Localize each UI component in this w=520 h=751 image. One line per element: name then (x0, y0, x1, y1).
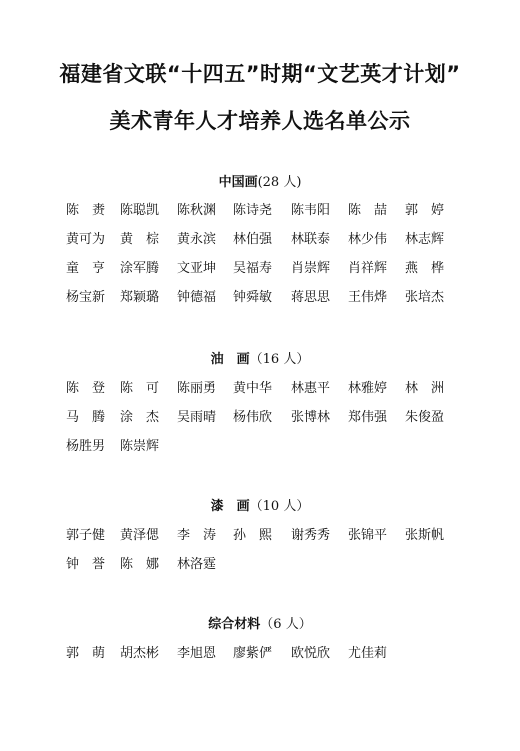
person-name: 燕 桦 (405, 261, 445, 276)
name-list-lacquer-painting (66, 527, 466, 585)
person-name: 王伟烨 (348, 290, 388, 305)
person-name: 张锦平 (348, 528, 388, 543)
person-name: 陈聪凯 (120, 203, 160, 218)
person-name: 张斯帆 (405, 528, 445, 543)
name-list-chinese-painting (66, 202, 466, 318)
section-name: 漆 画 (210, 499, 250, 514)
person-name: 杨伟欣 (233, 410, 273, 425)
section-heading-mixed-media (0, 613, 520, 632)
name-list-mixed-media (66, 645, 466, 674)
name-list-oil-painting (66, 380, 466, 467)
section-heading-chinese-painting (0, 171, 520, 190)
name-row (66, 527, 466, 556)
person-name: 杨宝新 (66, 290, 106, 305)
person-name: 黄泽偲 (120, 528, 160, 543)
person-name: 杨胜男 (66, 439, 106, 454)
person-name: 陈 赉 (66, 203, 106, 218)
name-row (66, 202, 466, 231)
person-name: 郑颖璐 (120, 290, 160, 305)
person-name: 郭子健 (66, 528, 106, 543)
person-name: 林伯强 (233, 232, 273, 247)
person-name: 陈韦阳 (291, 203, 331, 218)
person-name: 陈崇辉 (120, 439, 160, 454)
person-name: 蒋思思 (291, 290, 331, 305)
person-name: 陈秋渊 (177, 203, 217, 218)
person-name: 尤佳莉 (348, 646, 388, 661)
person-name: 林联泰 (291, 232, 331, 247)
person-name: 林志辉 (405, 232, 445, 247)
section-heading-oil-painting (0, 348, 520, 367)
document-title-line-2: 美术青年人才培养人选名单公示 (109, 109, 411, 133)
person-name: 郑伟强 (348, 410, 388, 425)
person-name: 朱俊盈 (405, 410, 445, 425)
person-name: 黄永滨 (177, 232, 217, 247)
person-name: 林 洲 (405, 381, 445, 396)
person-name: 林惠平 (291, 381, 331, 396)
name-row (66, 289, 466, 318)
person-name: 李 涛 (177, 528, 217, 543)
name-row (66, 645, 466, 674)
name-row (66, 231, 466, 260)
section-heading-lacquer-painting (0, 495, 520, 514)
section-count: （16 人） (249, 352, 310, 367)
person-name: 谢秀秀 (291, 528, 331, 543)
person-name: 林雅婷 (348, 381, 388, 396)
person-name: 李旭恩 (177, 646, 217, 661)
name-row (66, 380, 466, 409)
person-name: 黄中华 (233, 381, 273, 396)
person-name: 文亚坤 (177, 261, 217, 276)
person-name: 涂军腾 (120, 261, 160, 276)
person-name: 陈 登 (66, 381, 106, 396)
person-name: 廖紫俨 (233, 646, 273, 661)
section-count: (28 人) (257, 175, 302, 190)
name-row (66, 556, 466, 585)
person-name: 陈诗尧 (233, 203, 273, 218)
name-row (66, 260, 466, 289)
section-name: 中国画 (218, 175, 258, 190)
person-name: 黄 棕 (120, 232, 160, 247)
person-name: 涂 杰 (120, 410, 160, 425)
section-count: （6 人） (260, 617, 312, 632)
person-name: 童 亨 (66, 261, 106, 276)
person-name: 林洛霆 (177, 557, 217, 572)
person-name: 吴福寿 (233, 261, 273, 276)
person-name: 欧悦欣 (291, 646, 331, 661)
document-title-line-1: 福建省文联“十四五”时期“文艺英才计划” (59, 62, 461, 86)
name-row (66, 438, 466, 467)
section-count: （10 人） (249, 499, 310, 514)
person-name: 吴雨晴 (177, 410, 217, 425)
person-name: 钟舜敏 (233, 290, 273, 305)
person-name: 陈 可 (120, 381, 160, 396)
person-name: 钟 誉 (66, 557, 106, 572)
person-name: 胡杰彬 (120, 646, 160, 661)
person-name: 陈 喆 (348, 203, 388, 218)
person-name: 陈 娜 (120, 557, 160, 572)
person-name: 孙 熙 (233, 528, 273, 543)
person-name: 黄可为 (66, 232, 106, 247)
person-name: 郭 萌 (66, 646, 106, 661)
person-name: 张培杰 (405, 290, 445, 305)
person-name: 肖崇辉 (291, 261, 331, 276)
person-name: 陈丽勇 (177, 381, 217, 396)
person-name: 马 腾 (66, 410, 106, 425)
name-row (66, 409, 466, 438)
section-name: 综合材料 (208, 617, 261, 632)
person-name: 肖祥辉 (348, 261, 388, 276)
person-name: 林少伟 (348, 232, 388, 247)
person-name: 张博林 (291, 410, 331, 425)
person-name: 钟德福 (177, 290, 217, 305)
section-name: 油 画 (210, 352, 250, 367)
person-name: 郭 婷 (405, 203, 445, 218)
